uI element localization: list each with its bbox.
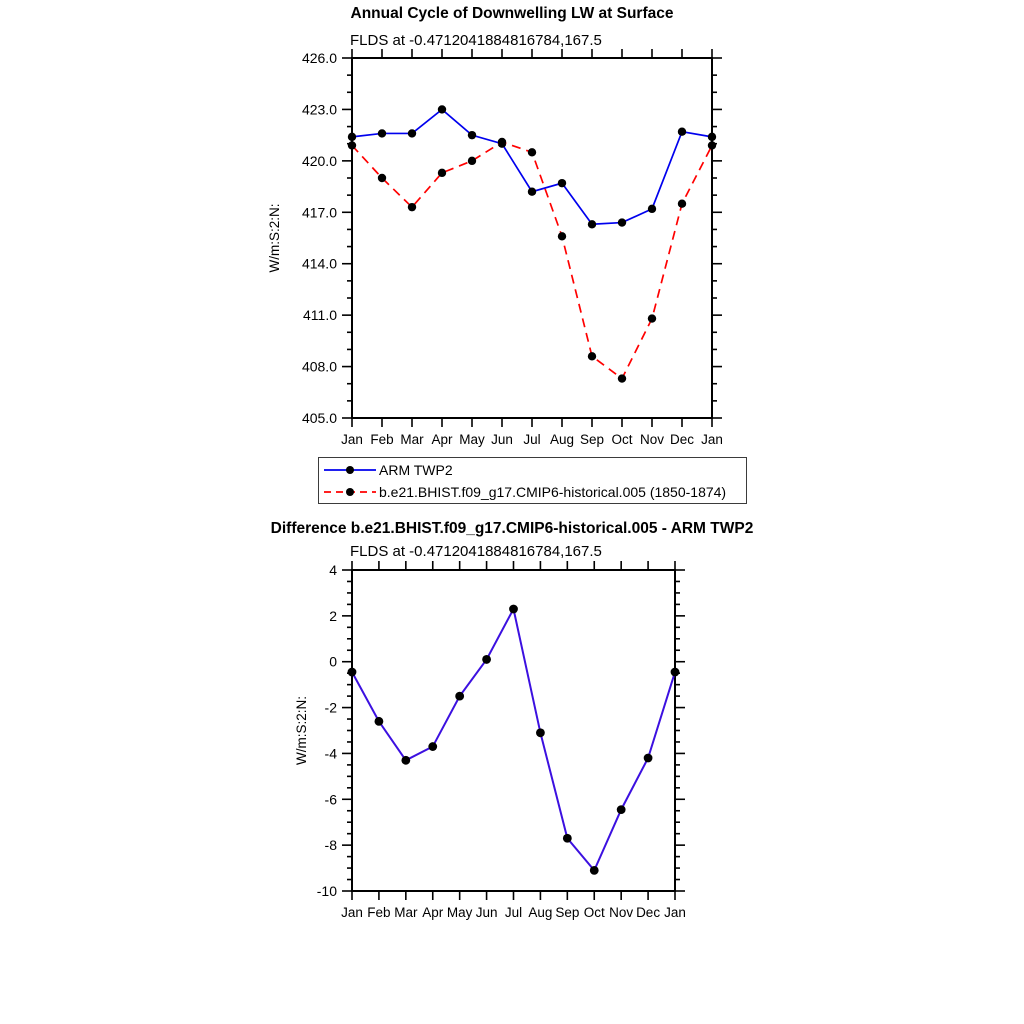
y-axis-label: W/m:S:2:N: bbox=[294, 695, 309, 766]
svg-text:Dec: Dec bbox=[669, 432, 695, 447]
chart2-subtitle: FLDS at -0.4712041884816784,167.5 bbox=[350, 543, 602, 560]
series-line bbox=[352, 109, 712, 224]
plot-frame bbox=[352, 58, 712, 418]
svg-text:Apr: Apr bbox=[422, 905, 444, 920]
svg-text:Jan: Jan bbox=[341, 432, 363, 447]
svg-text:Oct: Oct bbox=[583, 905, 605, 920]
series-markers bbox=[348, 605, 680, 875]
svg-text:2: 2 bbox=[329, 607, 337, 624]
svg-text:Jun: Jun bbox=[475, 905, 498, 920]
svg-text:417.0: 417.0 bbox=[301, 204, 337, 221]
chart1-subtitle: FLDS at -0.4712041884816784,167.5 bbox=[350, 32, 602, 49]
svg-text:408.0: 408.0 bbox=[301, 358, 337, 375]
svg-text:4: 4 bbox=[329, 562, 337, 578]
chart2-title: Difference b.e21.BHIST.f09_g17.CMIP6-historical.005 - ARM TWP2 bbox=[270, 520, 754, 537]
svg-text:426.0: 426.0 bbox=[301, 50, 337, 66]
svg-text:Mar: Mar bbox=[394, 905, 418, 920]
svg-text:Apr: Apr bbox=[431, 432, 453, 447]
svg-text:423.0: 423.0 bbox=[301, 101, 337, 118]
svg-text:Jan: Jan bbox=[664, 905, 686, 920]
svg-text:Aug: Aug bbox=[549, 432, 575, 447]
svg-text:May: May bbox=[459, 432, 485, 447]
x-axis-tick-labels bbox=[341, 432, 723, 447]
svg-text:-8: -8 bbox=[324, 837, 337, 854]
svg-text:Mar: Mar bbox=[400, 432, 424, 447]
svg-text:420.0: 420.0 bbox=[301, 152, 337, 169]
svg-text:0: 0 bbox=[329, 653, 337, 670]
svg-text:Sep: Sep bbox=[555, 905, 580, 920]
series-markers bbox=[348, 138, 716, 383]
svg-text:Feb: Feb bbox=[367, 905, 391, 920]
svg-text:Aug: Aug bbox=[528, 905, 553, 920]
svg-text:411.0: 411.0 bbox=[303, 307, 337, 324]
svg-text:405.0: 405.0 bbox=[301, 410, 337, 426]
series-line bbox=[352, 609, 675, 870]
svg-text:414.0: 414.0 bbox=[301, 255, 337, 272]
svg-text:Jan: Jan bbox=[341, 905, 363, 920]
svg-text:-2: -2 bbox=[324, 699, 337, 716]
legend-dashed-line-sample bbox=[322, 486, 378, 498]
series-line bbox=[352, 142, 712, 379]
y-axis-ticks bbox=[342, 58, 722, 418]
series-arm-twp2 bbox=[348, 105, 716, 228]
y-axis-tick-labels bbox=[302, 50, 337, 426]
series-markers bbox=[348, 105, 716, 228]
legend-solid-line-sample bbox=[322, 464, 378, 476]
svg-text:Jan: Jan bbox=[701, 432, 723, 447]
svg-text:Dec: Dec bbox=[636, 905, 661, 920]
svg-text:Nov: Nov bbox=[609, 905, 634, 920]
chart-2 bbox=[294, 561, 686, 920]
svg-text:Sep: Sep bbox=[579, 432, 605, 447]
svg-text:Nov: Nov bbox=[639, 432, 665, 447]
series-difference bbox=[348, 605, 680, 875]
legend-box bbox=[318, 457, 747, 504]
legend-label-model-run: b.e21.BHIST.f09_g17.CMIP6-historical.005 (1850-1874) bbox=[379, 483, 727, 500]
legend-item-model-run bbox=[319, 481, 746, 503]
plot-frame bbox=[352, 570, 675, 891]
svg-text:Jul: Jul bbox=[504, 905, 523, 920]
svg-text:Jun: Jun bbox=[491, 432, 513, 447]
chart1-title: Annual Cycle of Downwelling LW at Surface bbox=[350, 5, 674, 22]
svg-text:Jul: Jul bbox=[523, 432, 541, 447]
svg-text:Feb: Feb bbox=[370, 432, 394, 447]
svg-text:-4: -4 bbox=[324, 745, 337, 762]
series-b-e21-bhist-f09-g17-cmip6-historical-005-1850-1874 bbox=[348, 138, 716, 383]
y-axis-tick-labels bbox=[317, 562, 337, 899]
legend-item-arm-twp2 bbox=[319, 459, 746, 481]
y-axis-ticks bbox=[342, 570, 685, 891]
x-axis-ticks bbox=[352, 49, 712, 427]
legend-label-arm-twp2: ARM TWP2 bbox=[379, 461, 453, 478]
chart-1 bbox=[267, 49, 723, 447]
svg-text:May: May bbox=[446, 905, 473, 920]
svg-text:-10: -10 bbox=[316, 883, 337, 899]
x-axis-tick-labels bbox=[341, 905, 686, 920]
svg-text:-6: -6 bbox=[324, 791, 337, 808]
y-axis-label: W/m:S:2:N: bbox=[267, 203, 282, 273]
svg-text:Oct: Oct bbox=[611, 432, 633, 447]
